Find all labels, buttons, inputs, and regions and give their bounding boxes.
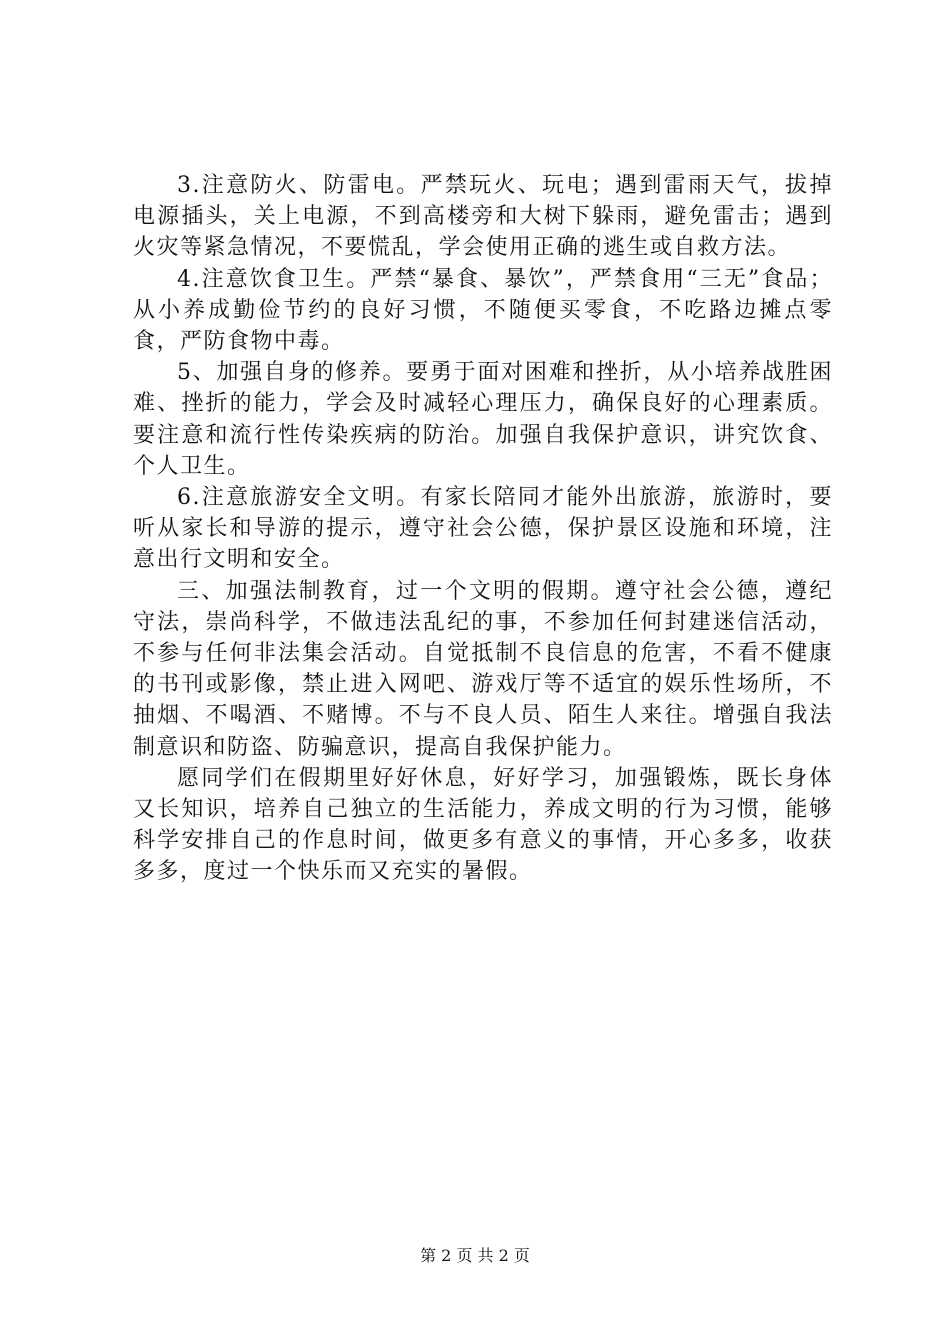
paragraph-fire-lightning-safety: 3.注意防火、防雷电。严禁玩火、玩电；遇到雷雨天气，拔掉电源插头，关上电源，不到高楼旁和大树下躲雨，避免雷击；遇到火灾等紧急情况，不要慌乱，学会使用正确的逃生或自救方法。 xyxy=(133,173,833,261)
paragraph-legal-education: 三、加强法制教育，过一个文明的假期。遵守社会公德，遵纪守法，崇尚科学，不做违法乱纪的事，不参加任何封建迷信活动，不参与任何非法集会活动。自觉抵制不良信息的危害，不看不健康的书刊或影像，禁止进入网吧、游戏厅等不适宜的娱乐性场所，不抽烟、不喝酒、不赌博。不与不良人员、陌生人来往。增强自我法制意识和防盗、防骗意识，提高自我保护能力。 xyxy=(133,578,833,760)
paragraph-travel-safety: 6.注意旅游安全文明。有家长陪同才能外出旅游，旅游时，要听从家长和导游的提示，遵守社会公德，保护景区设施和环境，注意出行文明和安全。 xyxy=(133,485,833,573)
page-number-footer: 第 2 页 共 2 页 xyxy=(420,1246,530,1265)
document-body xyxy=(133,170,833,888)
paragraph-self-cultivation: 5、加强自身的修养。要勇于面对困难和挫折，从小培养战胜困难、挫折的能力，学会及时减轻心理压力，确保良好的心理素质。要注意和流行性传染疾病的防治。加强自我保护意识，讲究饮食、个人卫生。 xyxy=(133,360,833,479)
paragraph-food-hygiene: 4.注意饮食卫生。严禁“暴食、暴饮”，严禁食用“三无”食品；从小养成勤俭节约的良好习惯，不随便买零食，不吃路边摊点零食，严防食物中毒。 xyxy=(133,266,833,355)
paragraph-closing-wishes: 愿同学们在假期里好好休息，好好学习，加强锻炼，既长身体又长知识，培养自己独立的生活能力，养成文明的行为习惯，能够科学安排自己的作息时间，做更多有意义的事情，开心多多，收获多多，度过一个快乐而又充实的暑假。 xyxy=(133,765,833,885)
